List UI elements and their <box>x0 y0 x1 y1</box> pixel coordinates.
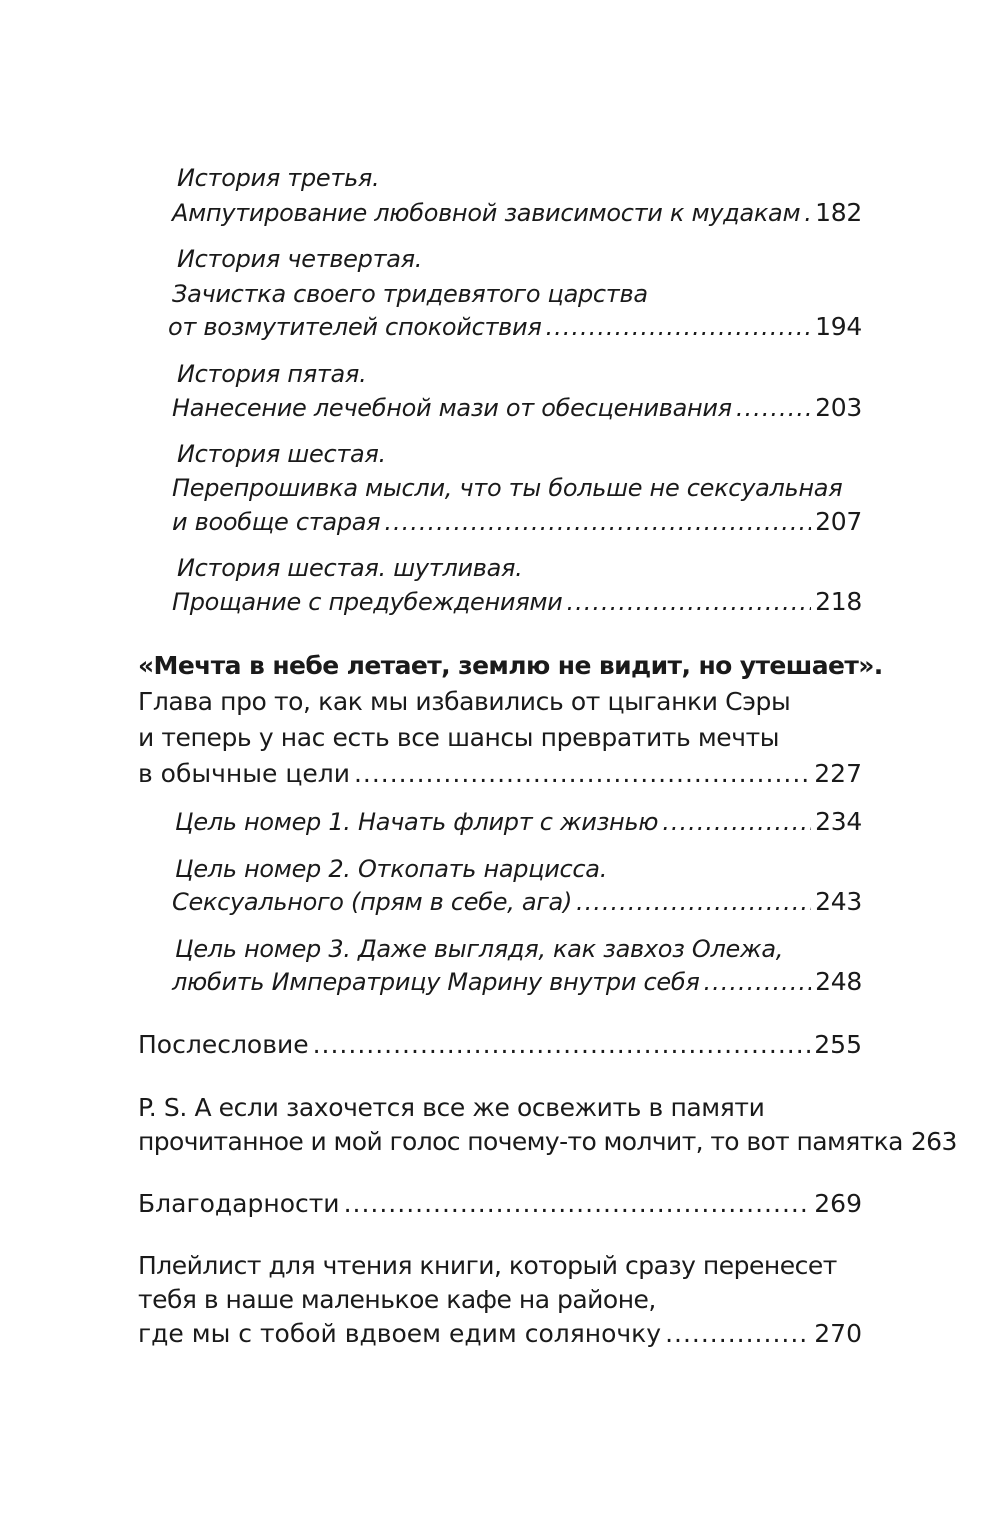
afterword-title: Послесловие <box>138 1030 309 1059</box>
toc-entry-story-6b <box>172 586 862 618</box>
story-6b-title: История шестая. шутливая. <box>177 554 523 582</box>
toc-entry-goal-3 <box>172 966 862 998</box>
playlist-line-3: где мы с тобой вдвоем едим соляночку <box>138 1319 662 1348</box>
toc-entry-story-4 <box>168 311 862 343</box>
page-number: 248 <box>815 967 862 996</box>
leader-dots <box>804 197 811 229</box>
leader-dots <box>344 1188 811 1220</box>
leader-dots <box>703 966 811 998</box>
leader-dots <box>566 586 811 618</box>
story-4-subtitle-cont: от возмутителей спокойствия <box>168 313 542 341</box>
toc-entry-goal-1 <box>175 806 862 838</box>
page-number: 263 <box>910 1127 957 1156</box>
playlist-line-2: тебя в наше маленькое кафе на районе, <box>138 1285 656 1314</box>
leader-dots <box>736 392 811 424</box>
toc-entry-story-5 <box>172 392 862 424</box>
toc-entry-story-3 <box>172 197 862 229</box>
thanks-title: Благодарности <box>138 1189 340 1218</box>
page-number: 194 <box>815 312 862 341</box>
story-6-subtitle: Перепрошивка мысли, что ты больше не сексуальная <box>172 474 843 502</box>
story-3-subtitle: Ампутирование любовной зависимости к мудакам <box>172 199 801 227</box>
story-5-title: История пятая. <box>177 360 367 388</box>
leader-dots <box>354 758 810 790</box>
toc-entry-playlist <box>138 1318 862 1350</box>
leader-dots <box>384 506 811 538</box>
leader-dots <box>313 1029 811 1061</box>
story-4-subtitle: Зачистка своего тридевятого царства <box>172 280 648 308</box>
toc-entry-thanks <box>138 1188 862 1220</box>
page-number: 234 <box>815 807 862 836</box>
toc-entry-goal-2 <box>172 886 862 918</box>
playlist-line-1: Плейлист для чтения книги, который сразу перенесет <box>138 1251 837 1280</box>
page-number: 207 <box>815 507 862 536</box>
toc-entry-story-6 <box>172 506 862 538</box>
toc-entry-ps <box>138 1126 957 1158</box>
leader-dots <box>545 311 811 343</box>
page-number: 270 <box>814 1319 862 1348</box>
ps-line-1: P. S. А если захочется все же освежить в памяти <box>138 1093 765 1122</box>
goal-2-subtitle: Сексуального (прям в себе, ага) <box>172 888 573 916</box>
page-number: 203 <box>815 393 862 422</box>
goal-3-title: Цель номер 3. Даже выглядя, как завхоз Олежа, <box>175 935 784 963</box>
toc-entry-chapter <box>138 758 862 790</box>
page-number: 255 <box>814 1030 862 1059</box>
goal-1-title: Цель номер 1. Начать флирт с жизнью <box>175 808 659 836</box>
leader-dots <box>665 1318 810 1350</box>
page-number: 243 <box>815 887 862 916</box>
story-4-title: История четвертая. <box>177 245 423 273</box>
chapter-subtitle-line-1: Глава про то, как мы избавились от цыганки Сэры <box>138 687 791 716</box>
story-5-subtitle: Нанесение лечебной мази от обесценивания <box>172 394 732 422</box>
page-number: 182 <box>815 198 862 227</box>
ps-line-2: прочитанное и мой голос почему-то молчит, то вот памятка <box>138 1127 903 1156</box>
goal-3-subtitle: любить Императрицу Марину внутри себя <box>172 968 700 996</box>
leader-dots <box>576 886 811 918</box>
chapter-subtitle-line-2: и теперь у нас есть все шансы превратить мечты <box>138 723 780 752</box>
story-6-title: История шестая. <box>177 440 386 468</box>
story-6b-subtitle: Прощание с предубеждениями <box>172 588 563 616</box>
toc-entry-afterword <box>138 1029 862 1061</box>
page-number: 218 <box>815 587 862 616</box>
chapter-subtitle-line-3: в обычные цели <box>138 759 350 788</box>
chapter-title: «Мечта в небе летает, землю не видит, но утешает». <box>138 651 883 680</box>
story-3-title: История третья. <box>177 164 380 192</box>
leader-dots <box>662 806 811 838</box>
page-number: 269 <box>814 1189 862 1218</box>
goal-2-title: Цель номер 2. Откопать нарцисса. <box>175 855 608 883</box>
story-6-subtitle-cont: и вообще старая <box>172 508 381 536</box>
page-number: 227 <box>814 759 862 788</box>
